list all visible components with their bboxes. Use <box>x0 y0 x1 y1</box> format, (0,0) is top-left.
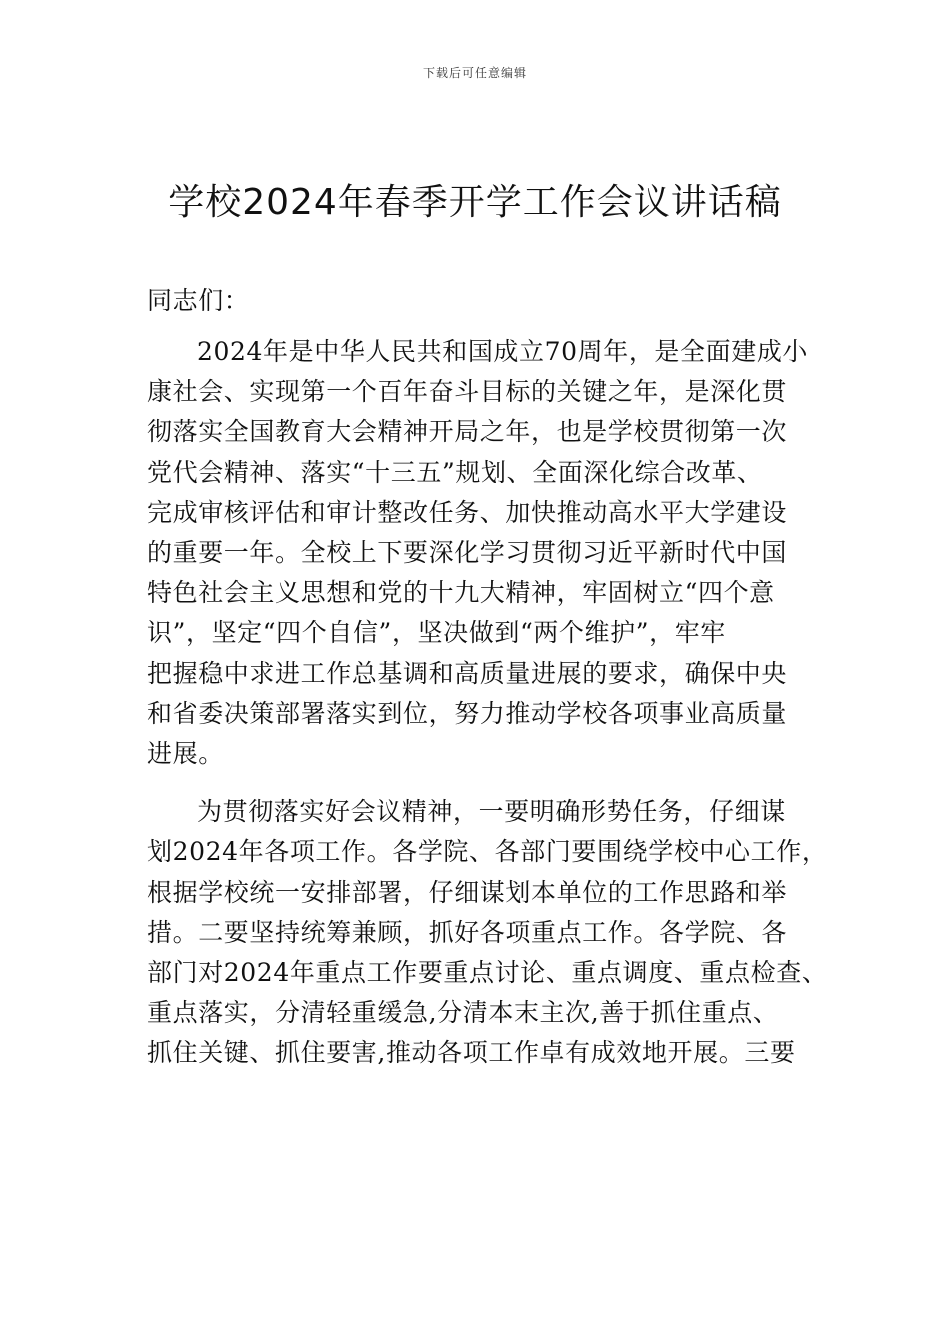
paragraph-line: 的重要一年。全校上下要深化学习贯彻习近平新时代中国 <box>147 538 788 568</box>
paragraph-line: 划2024年各项工作。各学院、各部门要围绕学校中心工作， <box>147 837 828 867</box>
paragraph-line: 党代会精神、落实“十三五”规划、全面深化综合改革、 <box>147 457 763 487</box>
paragraph-line: 重点落实，分清轻重缓急,分清本末主次,善于抓住重点、 <box>147 998 779 1028</box>
paragraph-line: 为贯彻落实好会议精神，一要明确形势任务，仔细谋 <box>197 797 786 827</box>
paragraph-line: 康社会、实现第一个百年奋斗目标的关键之年，是深化贯 <box>147 377 788 407</box>
paragraph-line: 彻落实全国教育大会精神开局之年，也是学校贯彻第一次 <box>147 417 788 447</box>
paragraph-line: 完成审核评估和审计整改任务、加快推动高水平大学建设 <box>147 497 788 527</box>
paragraph-2 <box>147 792 828 1073</box>
paragraph-line: 根据学校统一安排部署，仔细谋划本单位的工作思路和举 <box>147 877 788 907</box>
paragraph-line: 部门对2024年重点工作要重点讨论、重点调度、重点检查、 <box>147 958 828 988</box>
paragraph-line: 进展。 <box>147 739 224 769</box>
paragraph-1 <box>147 332 815 774</box>
paragraph-line: 2024年是中华人民共和国成立70周年，是全面建成小 <box>197 337 809 366</box>
salutation: 同志们： <box>147 286 250 315</box>
download-note: 下载后可任意编辑 <box>422 66 527 80</box>
paragraph-line: 抓住关键、抓住要害,推动各项工作卓有成效地开展。三要 <box>147 1038 796 1068</box>
paragraph-line: 特色社会主义思想和党的十九大精神，牢固树立“四个意 <box>147 578 775 608</box>
paragraph-line: 把握稳中求进工作总基调和高质量进展的要求，确保中央 <box>147 658 788 688</box>
paragraph-line: 识”，坚定“四个自信”，坚决做到“两个维护”，牢牢 <box>147 618 726 648</box>
paragraph-line: 措。二要坚持统筹兼顾，抓好各项重点工作。各学院、各 <box>147 917 788 947</box>
paragraph-line: 和省委决策部署落实到位，努力推动学校各项事业高质量 <box>147 698 788 728</box>
document-body <box>147 282 828 1074</box>
document-title: 学校2024年春季开学工作会议讲话稿 <box>168 182 782 223</box>
